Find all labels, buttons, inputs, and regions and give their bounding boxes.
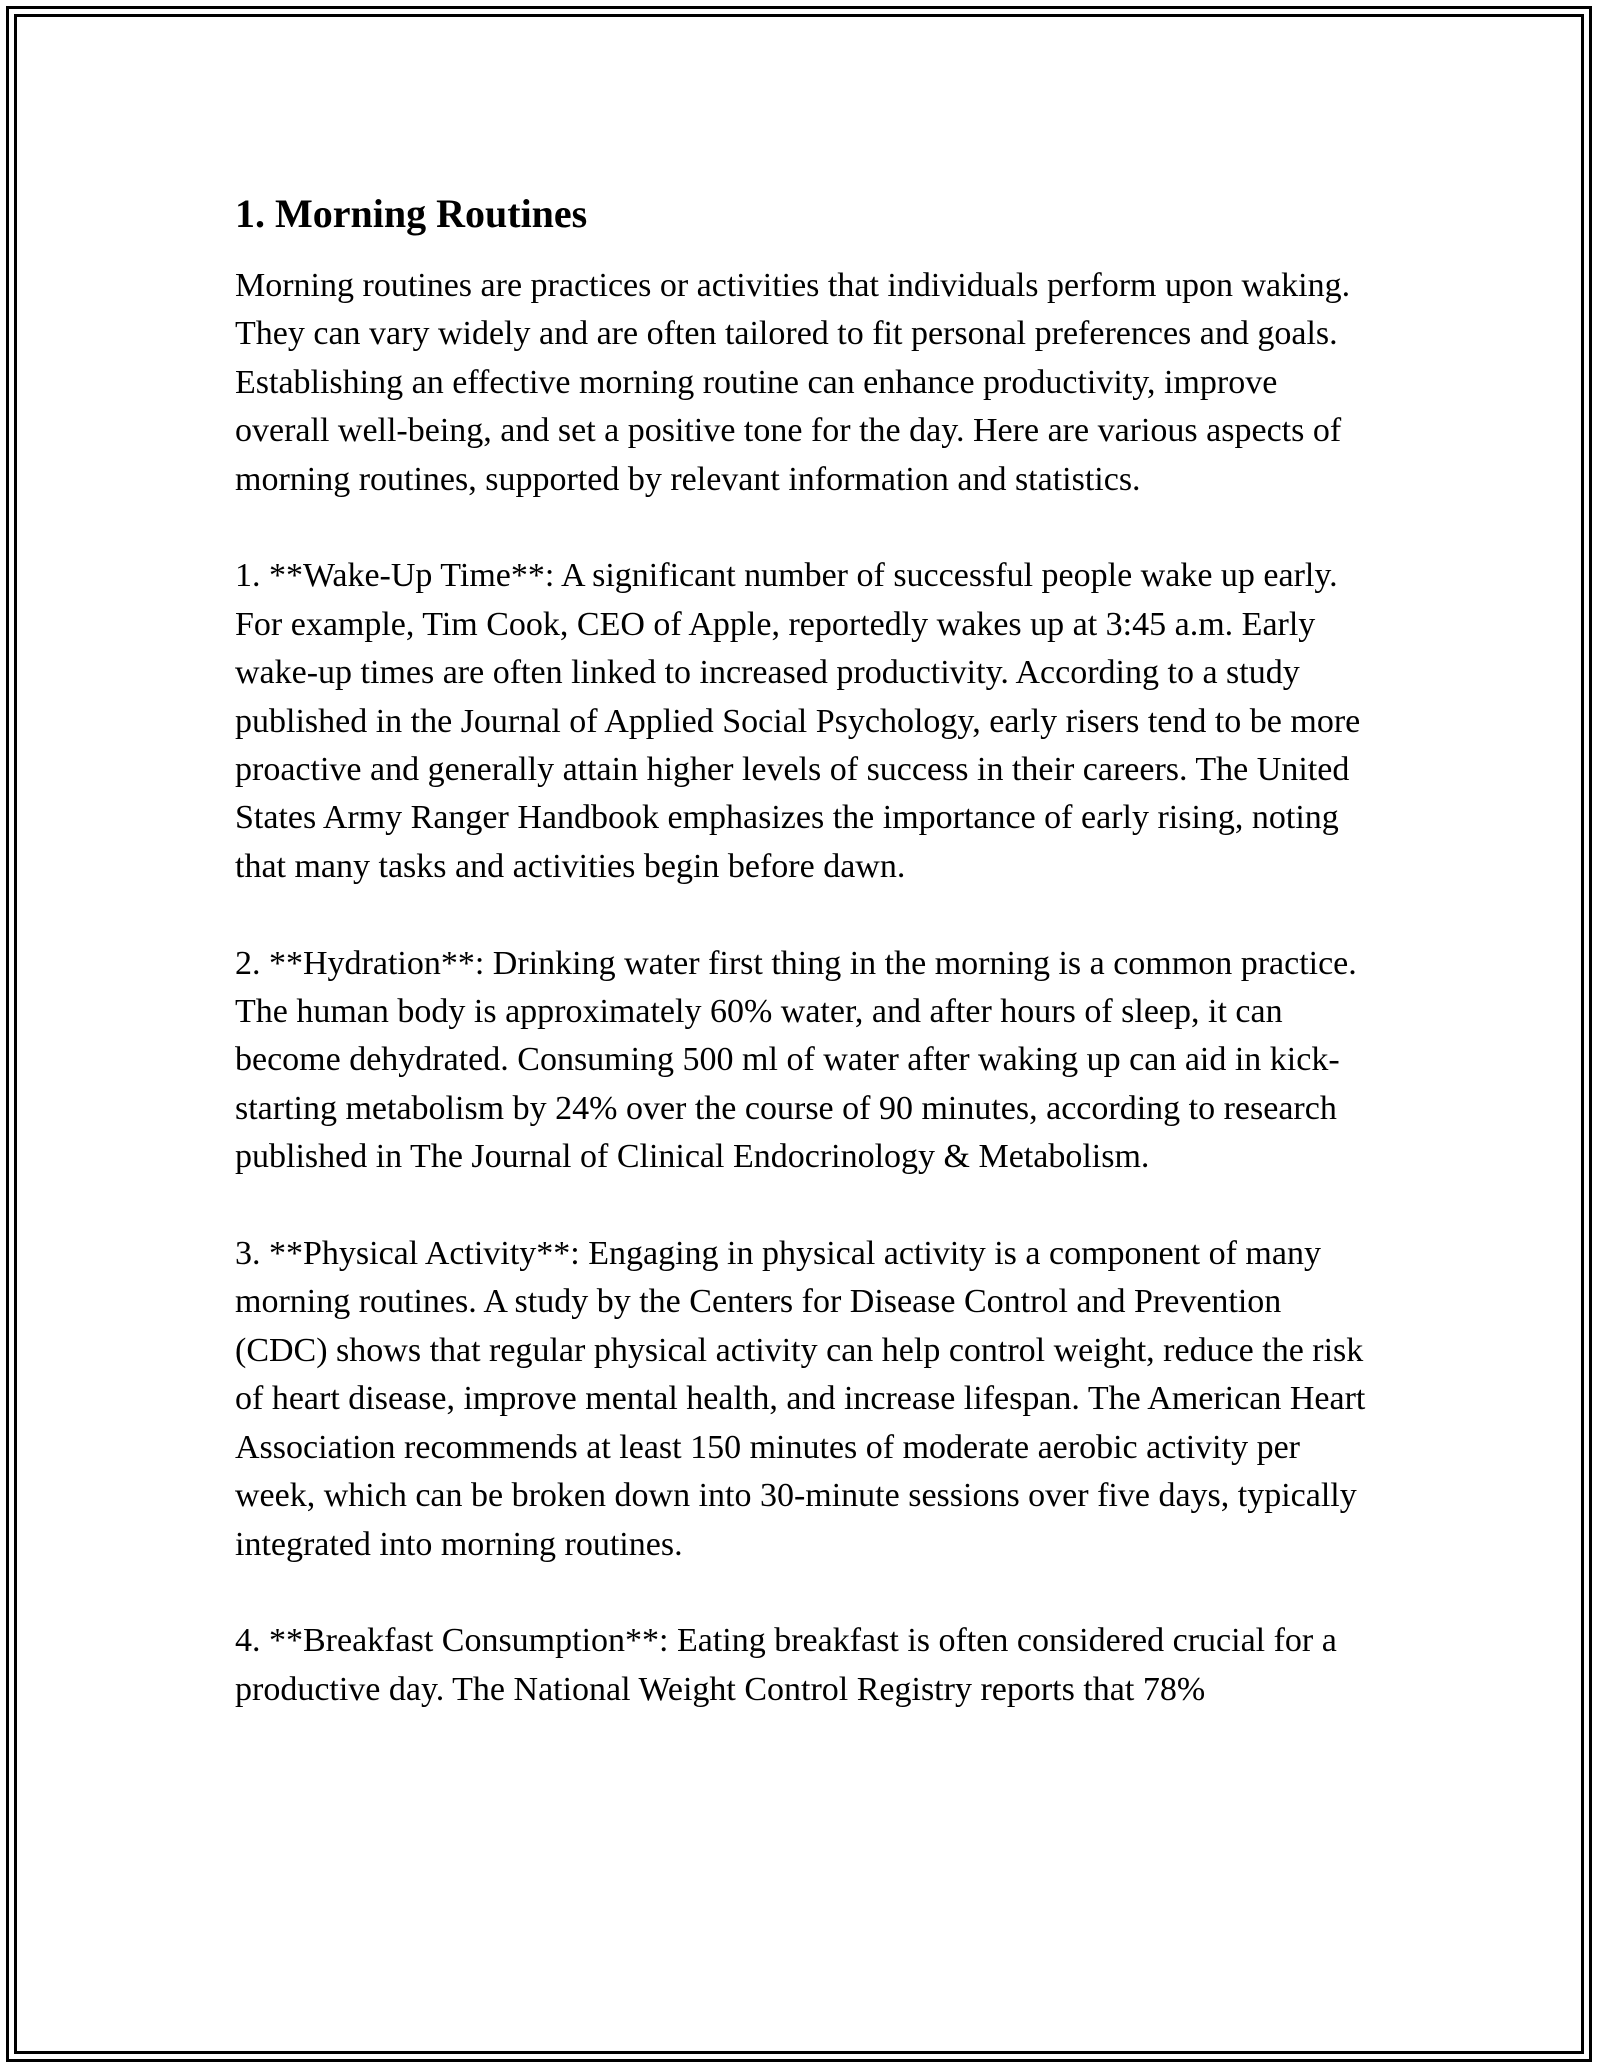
breakfast-consumption-paragraph: 4. **Breakfast Consumption**: Eating breakfast is often considered crucial for a productive day. The National Weight Control Registry reports that 78% bbox=[235, 1622, 1337, 1708]
document-body bbox=[235, 186, 1375, 1714]
physical-activity-paragraph: 3. **Physical Activity**: Engaging in physical activity is a component of many morning routines. A study by the Centers for Disease Control and Prevention (CDC) shows that regular physical activity can help control weight, reduce the risk of heart disease, improve mental health, and increase lifespan. The American Heart Association recommends at least 150 minutes of moderate aerobic activity per week, which can be broken down into 30-minute sessions over five days, typically integrated into morning routines. bbox=[235, 1235, 1366, 1563]
wake-up-time-paragraph: 1. **Wake-Up Time**: A significant number of successful people wake up early. For example, Tim Cook, CEO of Apple, reportedly wakes up at 3:45 a.m. Early wake-up times are often linked to increased productivity. According to a study published in the Journal of Applied Social Psychology, early risers tend to be more proactive and generally attain higher levels of success in their careers. The United States Army Ranger Handbook emphasizes the importance of early rising, noting that many tasks and activities begin before dawn. bbox=[235, 557, 1361, 885]
intro-paragraph: Morning routines are practices or activities that individuals perform upon waking. They can vary widely and are often tailored to fit personal preferences and goals. Establishing an effective morning routine can enhance productivity, improve overall well-being, and set a positive tone for the day. Here are various aspects of morning routines, supported by relevant information and statistics. bbox=[235, 267, 1351, 498]
section-heading: 1. Morning Routines bbox=[235, 191, 588, 236]
hydration-paragraph: 2. **Hydration**: Drinking water first thing in the morning is a common practice. The human body is approximately 60% water, and after hours of sleep, it can become dehydrated. Consuming 500 ml of water after waking up can aid in kick-starting metabolism by 24% over the course of 90 minutes, according to research published in The Journal of Clinical Endocrinology & Metabolism. bbox=[235, 944, 1357, 1176]
